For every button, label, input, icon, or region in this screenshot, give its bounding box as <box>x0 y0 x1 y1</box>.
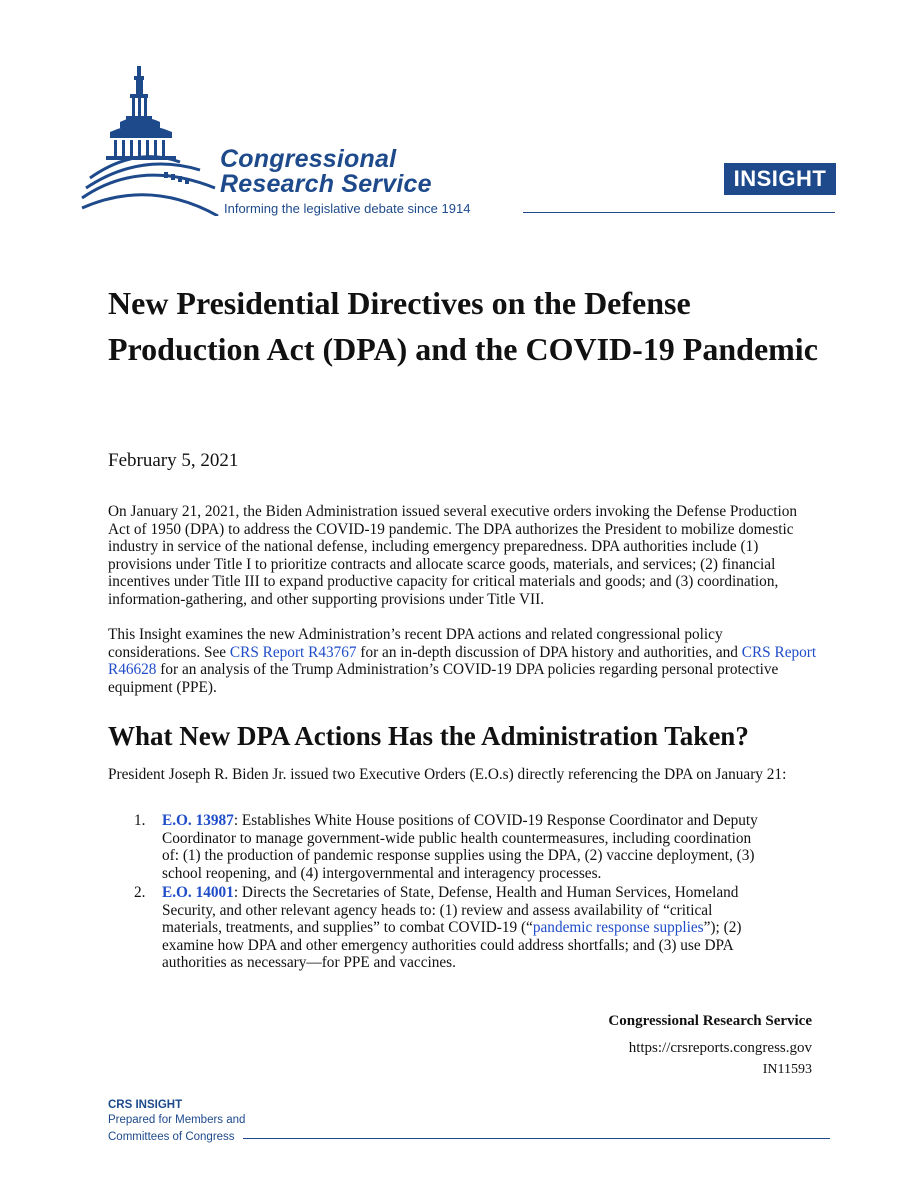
insight-badge: INSIGHT <box>724 163 836 195</box>
org-name-line2: Research Service <box>220 170 432 198</box>
list-item-text: : Establishes White House positions of COVID-19 Response Coordinator and Deputy Coordinator to manage government-wide public health countermeasures, including coordination of: (1) the production of pandemic response supplies using the DPA, (2) vaccine deployment, (3) school reopening, and (4) intergovernmental and interagency processes. <box>162 812 758 882</box>
eo-14001-link[interactable]: E.O. 14001 <box>162 884 234 901</box>
list-number: 2. <box>134 884 146 901</box>
capitol-dome-logo-icon <box>80 66 220 216</box>
eo-intro-paragraph: President Joseph R. Biden Jr. issued two Executive Orders (E.O.s) directly referencing the DPA on January 21: <box>108 766 787 783</box>
intro-paragraph: On January 21, 2021, the Biden Administration issued several executive orders invoking the Defense Production Act of 1950 (DPA) to address the COVID-19 pandemic. The DPA authorizes the President to mobilize domestic industry in service of the national defense, including emergency preparedness. DPA authorities include (1) provisions under Title I to prioritize contracts and allocate scarce goods, materials, and services; (2) financial incentives under Title III to expand productive capacity for critical materials and goods; and (3) coordination, information-gathering, and other supporting provisions under Title VII. <box>108 503 798 608</box>
list-number: 1. <box>134 812 146 829</box>
footer-line3: Committees of Congress <box>108 1131 235 1143</box>
document-date: February 5, 2021 <box>108 450 239 471</box>
list-item <box>108 812 818 882</box>
pandemic-response-supplies-link[interactable]: pandemic response supplies <box>532 919 704 936</box>
report-id: IN11593 <box>762 1062 812 1077</box>
document-title: New Presidential Directives on the Defense Production Act (DPA) and the COVID-19 Pandemic <box>108 285 818 367</box>
scope-text-a: This Insight examines the new Administration’s recent DPA actions and related congressional policy considerations. See <box>108 626 723 661</box>
scope-text-c: for an analysis of the Trump Administration’s COVID-19 DPA policies regarding personal protective equipment (PPE). <box>108 661 779 696</box>
list-item <box>108 884 818 972</box>
signature-url[interactable]: https://crsreports.congress.gov <box>628 1040 812 1056</box>
scope-paragraph <box>108 626 818 696</box>
footer-divider <box>243 1138 830 1139</box>
org-name-line1: Congressional <box>220 145 397 173</box>
footer-title: CRS INSIGHT <box>108 1099 183 1111</box>
org-tagline: Informing the legislative debate since 1914 <box>224 201 471 216</box>
scope-text-b: for an in-depth discussion of DPA history and authorities, and <box>356 643 742 661</box>
crs-report-r46628-link[interactable]: CRS Report R46628 <box>108 643 817 678</box>
tagline-divider <box>523 212 835 213</box>
eo-13987-link[interactable]: E.O. 13987 <box>162 812 234 829</box>
section-heading: What New DPA Actions Has the Administration Taken? <box>108 721 749 751</box>
signature-org: Congressional Research Service <box>608 1013 812 1029</box>
crs-report-r43767-link[interactable]: CRS Report R43767 <box>229 643 357 661</box>
executive-orders-list <box>108 812 818 972</box>
list-item-text-b: ”); (2) examine how DPA and other emergency authorities could address shortfalls; and (3) use DPA authorities as necessary—for PPE and vaccines. <box>162 919 742 971</box>
footer-line2: Prepared for Members and <box>108 1114 246 1126</box>
list-item-text-a: : Directs the Secretaries of State, Defense, Health and Human Services, Homeland Security, and other relevant agency heads to: (1) review and assess availability of “critical materials, treatments, and supplies” to combat COVID-19 (“ <box>162 884 739 936</box>
